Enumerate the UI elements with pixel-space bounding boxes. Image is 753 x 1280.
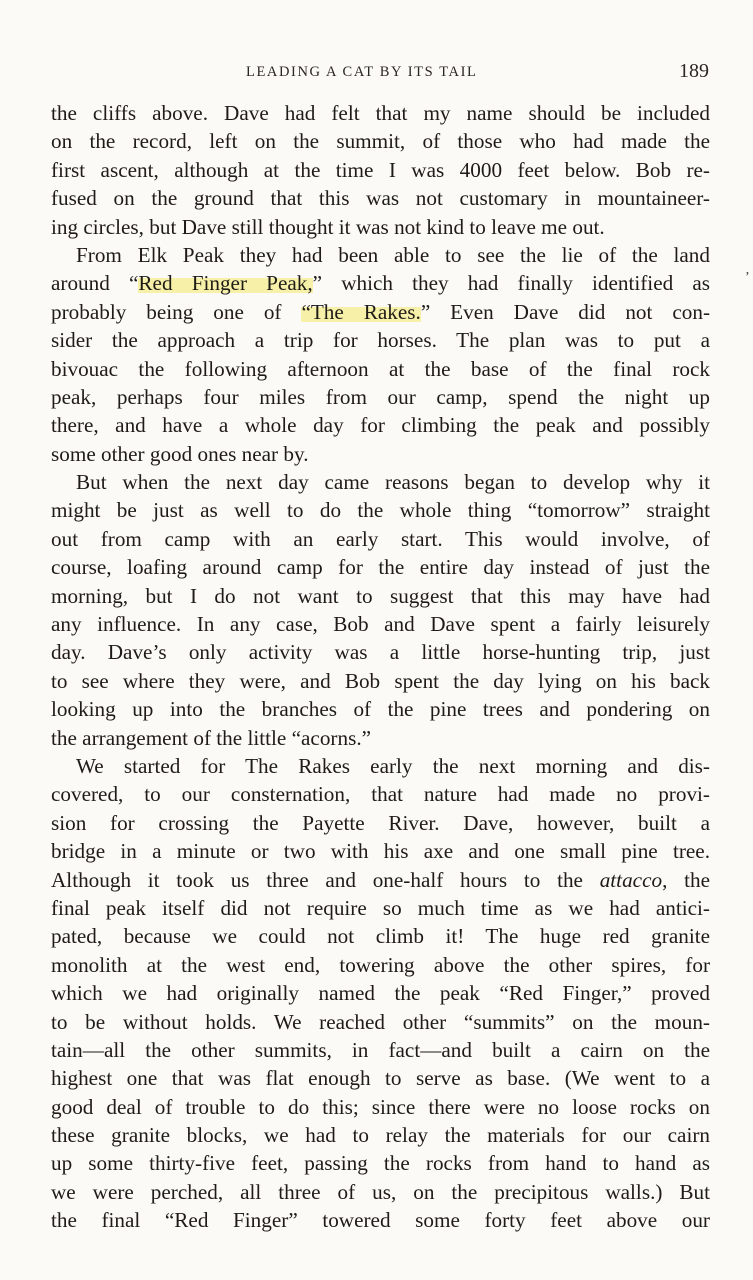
paragraph-1 — [51, 99, 710, 241]
text-run: Although it took us three and one-half hours to the — [51, 867, 600, 892]
text-line: day. Dave’s only activity was a little horse-hunting trip, just — [51, 640, 710, 665]
page-number: 189 — [679, 60, 709, 82]
text-line: might be just as well to do the whole thing “tomorrow” straight — [51, 498, 710, 523]
text-line: we were perched, all three of us, on the precipitous walls.) But — [51, 1179, 710, 1204]
text-line: to be without holds. We reached other “summits” on the moun- — [51, 1009, 710, 1034]
text-run: , the — [662, 867, 710, 892]
highlighted-text: Red Finger Peak, — [138, 271, 313, 296]
text-line: on the record, left on the summit, of those who had made the — [51, 129, 710, 154]
text-line: From Elk Peak they had been able to see the lie of the land — [76, 242, 710, 267]
body-text — [51, 99, 710, 1235]
running-head: LEADING A CAT BY ITS TAIL — [246, 64, 478, 80]
text-run: around “ — [51, 271, 139, 296]
text-line: good deal of trouble to do this; since there were no loose rocks on — [51, 1094, 710, 1119]
text-line: first ascent, although at the time I was 4000 feet below. Bob re- — [51, 157, 710, 182]
paragraph-3 — [51, 468, 710, 752]
text-line: We started for The Rakes early the next morning and dis- — [76, 753, 710, 778]
text-line: which we had originally named the peak “Red Finger,” proved — [51, 981, 710, 1006]
text-line: tain—all the other summits, in fact—and built a cairn on the — [51, 1037, 710, 1062]
text-line: fused on the ground that this was not customary in mountaineer- — [51, 186, 710, 211]
text-line: highest one that was flat enough to serve as base. (We went to a — [51, 1066, 710, 1091]
text-line: bridge in a minute or two with his axe and one small pine tree. — [51, 839, 710, 864]
text-line — [51, 269, 710, 297]
text-line: out from camp with an early start. This would involve, of — [51, 526, 710, 551]
text-line: these granite blocks, we had to relay the materials for our cairn — [51, 1123, 710, 1148]
text-line: to see where they were, and Bob spent the day lying on his back — [51, 668, 710, 693]
text-line: sion for crossing the Payette River. Dave, however, built a — [51, 810, 710, 835]
text-line: bivouac the following afternoon at the base of the final rock — [51, 356, 710, 381]
text-line: final peak itself did not require so much time as we had antici- — [51, 895, 710, 920]
text-line: looking up into the branches of the pine trees and pondering on — [51, 697, 710, 722]
text-line: peak, perhaps four miles from our camp, spend the night up — [51, 384, 710, 409]
text-line: the cliffs above. Dave had felt that my name should be included — [51, 101, 710, 125]
page-header — [0, 60, 753, 88]
text-line: But when the next day came reasons began to develop why it — [76, 470, 710, 495]
paragraph-4 — [51, 752, 710, 1235]
text-line — [51, 298, 710, 326]
text-line: the final “Red Finger” towered some forty feet above our — [51, 1208, 710, 1233]
text-run: probably being one of — [51, 299, 302, 324]
text-line: up some thirty-five feet, passing the rocks from hand to hand as — [51, 1151, 710, 1176]
text-line: morning, but I do not want to suggest that this may have had — [51, 583, 710, 608]
highlighted-text: “The Rakes. — [301, 299, 421, 324]
italic-text: attacco — [599, 867, 663, 892]
text-line: covered, to our consternation, that nature had made no provi- — [51, 782, 710, 807]
text-line — [51, 866, 710, 894]
text-line: monolith at the west end, towering above the other spires, for — [51, 952, 710, 977]
text-line: course, loafing around camp for the entire day instead of just the — [51, 555, 710, 580]
margin-mark: ’ — [745, 270, 750, 285]
text-line: pated, because we could not climb it! The huge red granite — [51, 924, 710, 949]
text-line: ing circles, but Dave still thought it was not kind to leave me out. — [51, 214, 605, 239]
text-line: sider the approach a trip for horses. The plan was to put a — [51, 328, 710, 353]
text-run: ” Even Dave did not con- — [420, 299, 710, 324]
text-run: ” which they had finally identified as — [312, 271, 710, 296]
paragraph-2 — [51, 241, 710, 468]
text-line: there, and have a whole day for climbing the peak and possibly — [51, 413, 710, 438]
text-line: any influence. In any case, Bob and Dave spent a fairly leisurely — [51, 612, 710, 637]
text-line: some other good ones near by. — [51, 441, 309, 466]
text-line: the arrangement of the little “acorns.” — [51, 725, 372, 750]
